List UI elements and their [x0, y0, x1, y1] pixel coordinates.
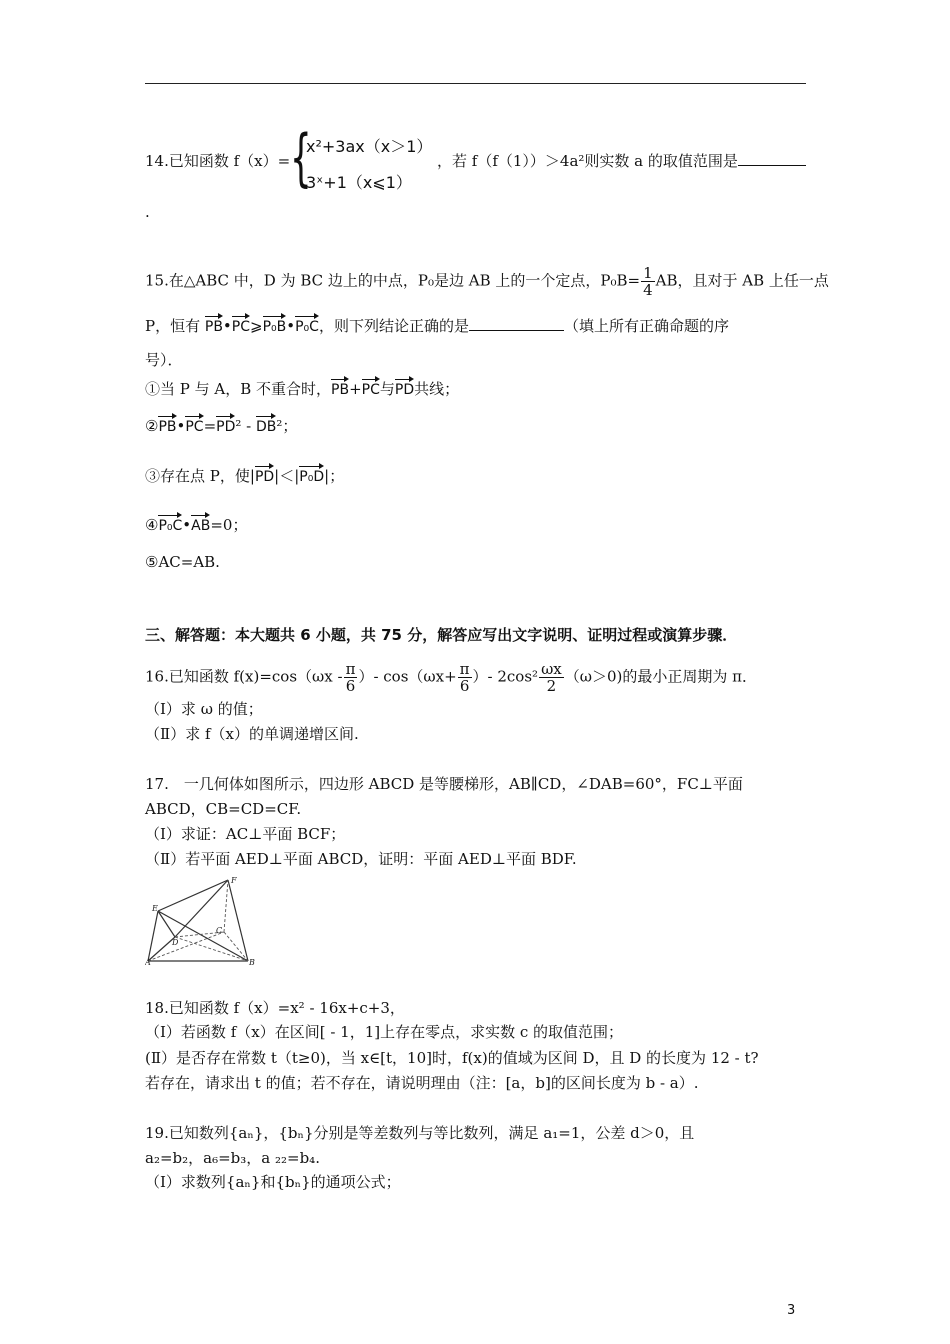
q18-part-2: (Ⅱ）是否存在常数 t（t≥0)，当 x∈[t，10]时，f(x)的值域为区间 D，且 D 的长度为 12 - t? — [145, 1049, 759, 1067]
piecewise-brace: { — [290, 121, 312, 194]
q17-line-1: 17. 一几何体如图所示，四边形 ABCD 是等腰梯形，AB∥CD，∠DAB=60°，FC⊥平面 — [145, 775, 743, 793]
option-text: ； — [329, 467, 345, 485]
q15-line-2: P，恒有 PB•PC⩾P₀B•P₀C，则下列结论正确的是 （填上所有正确命题的序 — [145, 313, 729, 337]
numerator: π — [345, 660, 356, 678]
q14-suffix-line — [437, 151, 806, 171]
q14-case-1: x²+3ax（x＞1） — [306, 137, 433, 156]
q16-line-1 — [145, 661, 757, 694]
q15-text: （填上所有正确命题的序 — [563, 317, 729, 335]
q15-text-a: 15.在△ABC 中，D 为 BC 边上的中点，P₀是边 AB 上的一个定点，P₀B= — [145, 271, 641, 290]
q18-part-3: 若存在，请求出 t 的值；若不存在，请说明理由（注：[a，b]的区间长度为 b - a）. — [145, 1074, 699, 1092]
option-text: =0； — [210, 516, 248, 534]
fraction — [458, 661, 472, 694]
denominator: 4 — [643, 281, 653, 299]
q15-option-1: ①当 P 与 A，B 不重合时，PB+PC与PD共线； — [145, 376, 459, 400]
q15-text: P，恒有 — [145, 317, 201, 335]
q14-suffix: ，若 f（f（1））＞4a²则实数 a 的取值范围是 — [437, 152, 738, 170]
denominator: 2 — [546, 677, 557, 695]
q14-line — [145, 151, 290, 171]
label-a: A — [145, 958, 151, 967]
q15-option-4: ④P₀C•AB=0； — [145, 512, 247, 536]
q16-part-1: （Ⅰ）求 ω 的值； — [145, 700, 263, 718]
option-text: ② — [145, 417, 159, 435]
vector-pc: PC — [232, 313, 250, 337]
vector-pb: PB — [158, 413, 176, 437]
q19-line-2: a₂=b₂，a₆=b₃，a ₂₂=b₄. — [145, 1149, 320, 1167]
q15-line-3: 号）． — [145, 351, 183, 369]
q15-text-b: AB，且对于 AB 上任一点 — [655, 271, 829, 290]
q17-part-2: （Ⅱ）若平面 AED⊥平面 ABCD，证明：平面 AED⊥平面 BDF. — [145, 850, 577, 868]
q18-part-1: （Ⅰ）若函数 f（x）在区间[ - 1，1]上存在零点，求实数 c 的取值范围； — [145, 1023, 624, 1041]
q16-text: ）- 2cos² — [472, 667, 539, 686]
fraction — [344, 661, 358, 694]
vector-pc: PC — [362, 376, 380, 400]
q16-text: ）- cos（ωx+ — [358, 667, 457, 686]
option-text: ④ — [145, 516, 159, 534]
vector-pc: PC — [185, 413, 203, 437]
option-text: ③存在点 P，使 — [145, 467, 250, 485]
q17-part-1: （Ⅰ）求证：AC⊥平面 BCF； — [145, 825, 346, 843]
vector-ab: AB — [191, 512, 210, 536]
vector-p0b: P₀B — [263, 313, 287, 337]
q15-option-5: ⑤AC=AB. — [145, 553, 220, 571]
answer-blank — [738, 165, 806, 166]
vector-pb: PB — [331, 376, 349, 400]
label-e: E — [152, 904, 158, 913]
numerator: ωx — [541, 660, 562, 678]
vector-pd: PD — [216, 413, 235, 437]
denominator: 6 — [345, 677, 356, 695]
q15-option-3: ③存在点 P，使|PD|＜|P₀D|； — [145, 463, 344, 487]
label-f: F — [231, 876, 237, 885]
denominator: 6 — [459, 677, 470, 695]
vector-pd: PD — [255, 463, 274, 487]
numerator: 1 — [643, 264, 653, 282]
q14-prefix: 14.已知函数 f（x）= — [145, 152, 291, 170]
numerator: π — [459, 660, 470, 678]
page-number: 3 — [787, 1303, 796, 1318]
q15-text: ，则下列结论正确的是 — [318, 317, 469, 335]
fraction — [539, 661, 564, 694]
q18-line-1: 18.已知函数 f（x）=x² - 16x+c+3， — [145, 999, 405, 1017]
q17-line-2: ABCD，CB=CD=CF. — [145, 800, 302, 818]
q19-line-1: 19.已知数列{aₙ}，{bₙ}分别是等差数列与等比数列，满足 a₁=1，公差 d＞0，且 — [145, 1124, 695, 1142]
q16-text: 16.已知函数 f(x)=cos（ωx - — [145, 667, 343, 686]
fraction — [641, 265, 655, 298]
vector-pb: PB — [205, 313, 223, 337]
header-rule — [145, 83, 806, 84]
vector-p0d: P₀D — [299, 463, 324, 487]
geometry-figure — [145, 875, 260, 967]
vector-p0c: P₀C — [158, 512, 182, 536]
q19-part-1: （Ⅰ）求数列{aₙ}和{bₙ}的通项公式； — [145, 1173, 401, 1191]
q14-dot: . — [145, 203, 150, 221]
q14-case-2: 3ˣ+1（x⩽1） — [306, 173, 412, 192]
q15-option-2: ②PB•PC=PD² - DB²； — [145, 413, 297, 437]
option-text: ①当 P 与 A，B 不重合时， — [145, 380, 332, 398]
q16-text: （ω＞0)的最小正周期为 π． — [564, 667, 758, 686]
option-text: 共线； — [414, 380, 460, 398]
answer-blank — [469, 330, 564, 331]
q15-line-1 — [145, 265, 829, 298]
label-b: B — [249, 958, 255, 967]
section-heading: 三、解答题：本大题共 6 小题，共 75 分，解答应写出文字说明、证明过程或演算步骤． — [145, 626, 738, 644]
q16-part-2: （Ⅱ）求 f（x）的单调递增区间. — [145, 725, 359, 743]
vector-pd: PD — [395, 376, 414, 400]
vector-db: DB — [256, 413, 276, 437]
label-c: C — [216, 926, 223, 935]
label-d: D — [172, 938, 179, 947]
vector-p0c: P₀C — [295, 313, 319, 337]
